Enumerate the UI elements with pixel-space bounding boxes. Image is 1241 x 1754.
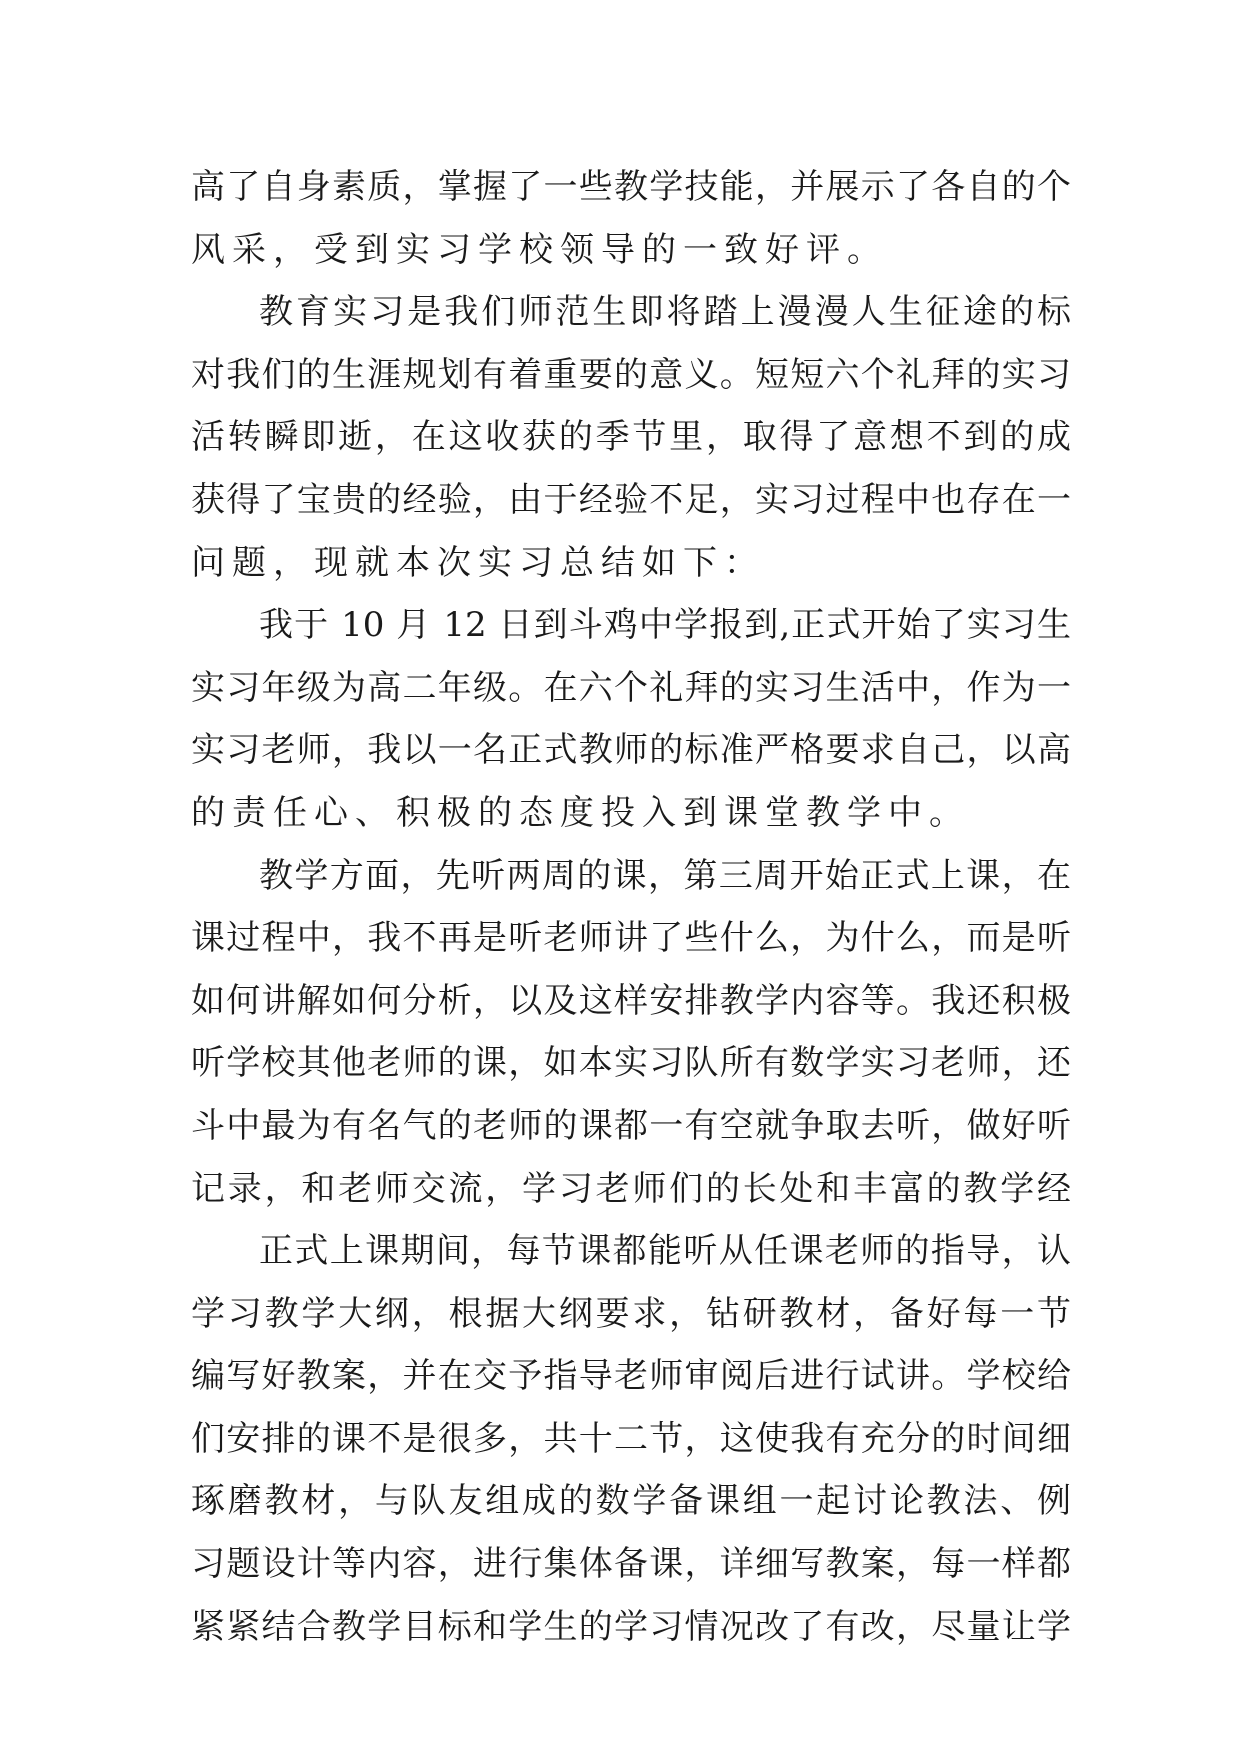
text-line: 学习教学大纲，根据大纲要求，钻研教材，备好每一节 bbox=[191, 1293, 1071, 1334]
body-text bbox=[191, 156, 1071, 1658]
text-line: 风采，受到实习学校领导的一致好评。 bbox=[191, 229, 888, 270]
text-line: 们安排的课不是很多，共十二节，这使我有充分的时间细 bbox=[191, 1418, 1071, 1459]
paragraph-arrival bbox=[191, 594, 1071, 844]
text-line: 教育实习是我们师范生即将踏上漫漫人生征途的标 bbox=[259, 292, 1071, 333]
paragraph-significance bbox=[191, 281, 1071, 594]
text-line: 问题，现就本次实习总结如下： bbox=[191, 542, 765, 583]
text-line: 习题设计等内容，进行集体备课，详细写教案，每一样都 bbox=[191, 1544, 1071, 1585]
text-line: 教学方面，先听两周的课，第三周开始正式上课，在 bbox=[259, 855, 1071, 896]
text-line: 正式上课期间，每节课都能听从任课老师的指导，认 bbox=[259, 1231, 1071, 1272]
text-line: 紧紧结合教学目标和学生的学习情况改了有改，尽量让学 bbox=[191, 1606, 1071, 1647]
text-line: 我于 10 月 12 日到斗鸡中学报到,正式开始了实习生 bbox=[259, 605, 1071, 646]
text-line: 如何讲解如何分析，以及这样安排教学内容等。我还积极 bbox=[191, 980, 1071, 1021]
text-line: 高了自身素质，掌握了一些教学技能，并展示了各自的个 bbox=[191, 167, 1071, 207]
text-line: 编写好教案，并在交予指导老师审阅后进行试讲。学校给 bbox=[191, 1356, 1071, 1397]
paragraph-formal-classes bbox=[191, 1220, 1071, 1658]
text-line: 获得了宝贵的经验，由于经验不足，实习过程中也存在一 bbox=[191, 479, 1071, 520]
paragraph-teaching bbox=[191, 845, 1071, 1221]
paragraph-intro-end bbox=[191, 156, 1071, 281]
text-line: 实习老师，我以一名正式教师的标准严格要求自己，以高 bbox=[191, 730, 1071, 771]
text-line: 记录，和老师交流，学习老师们的长处和丰富的教学经 bbox=[191, 1168, 1071, 1209]
text-line: 听学校其他老师的课，如本实习队所有数学实习老师，还 bbox=[191, 1043, 1071, 1084]
text-line: 的责任心、积极的态度投入到课堂教学中。 bbox=[191, 792, 970, 833]
text-line: 斗中最为有名气的老师的课都一有空就争取去听，做好听 bbox=[191, 1105, 1071, 1146]
text-line: 课过程中，我不再是听老师讲了些什么，为什么，而是听 bbox=[191, 918, 1071, 959]
text-line: 对我们的生涯规划有着重要的意义。短短六个礼拜的实习 bbox=[191, 354, 1071, 395]
text-line: 琢磨教材，与队友组成的数学备课组一起讨论教法、例 bbox=[191, 1481, 1071, 1522]
text-line: 实习年级为高二年级。在六个礼拜的实习生活中，作为一 bbox=[191, 667, 1071, 708]
text-line: 活转瞬即逝，在这收获的季节里，取得了意想不到的成 bbox=[191, 417, 1071, 458]
